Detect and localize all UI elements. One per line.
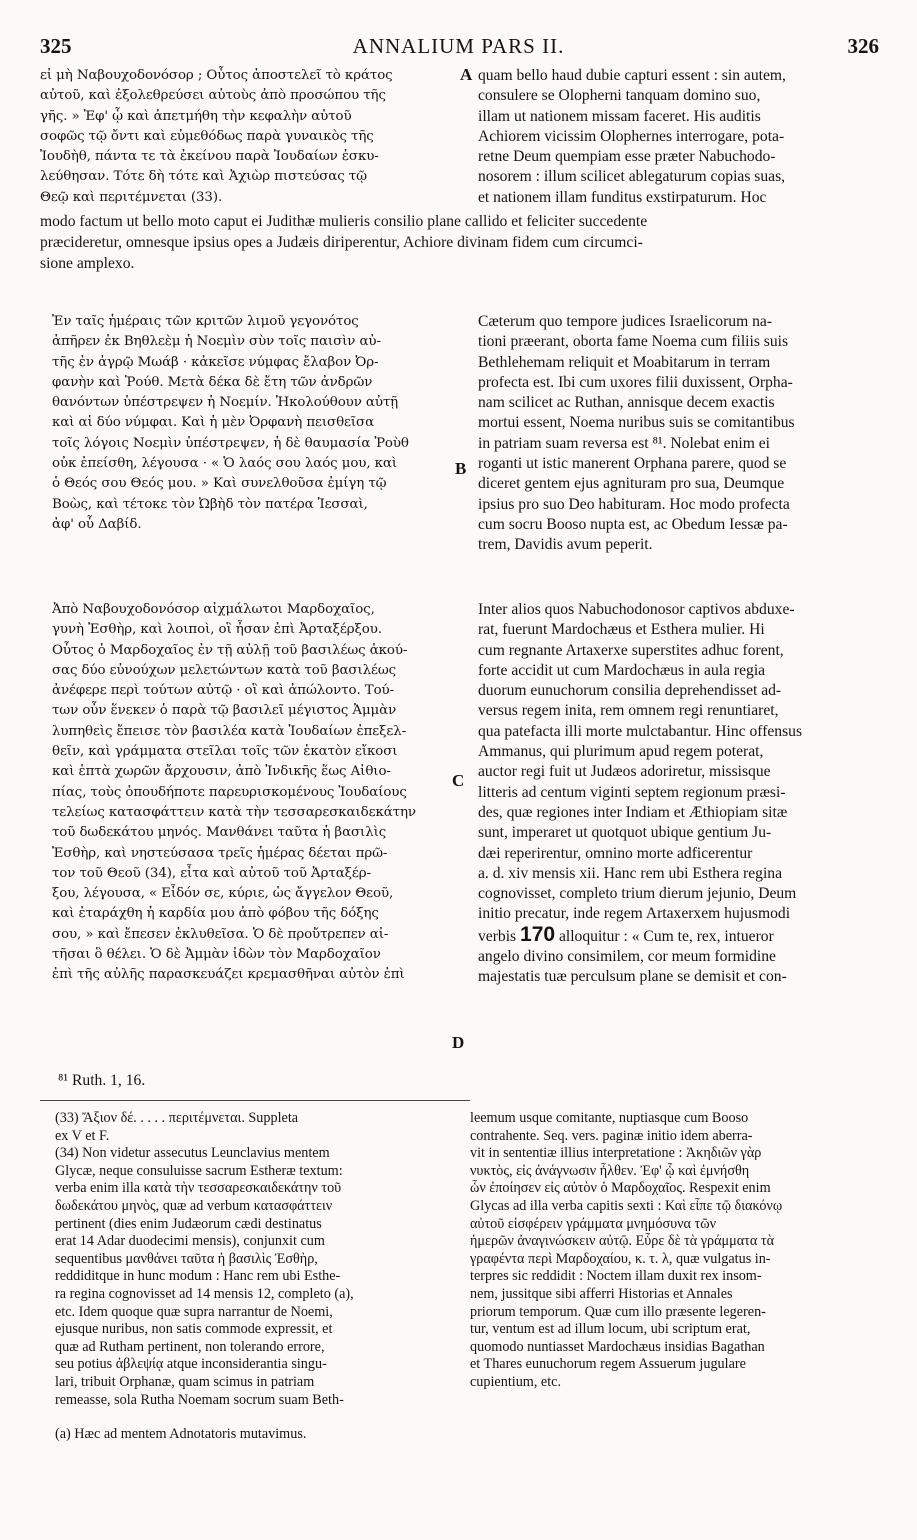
note-line: etc. Idem quoque quæ supra narrantur de Noemi, <box>55 1303 333 1320</box>
text-line: auctor regi fuit ut Judæos adoriretur, missisque <box>478 763 771 781</box>
text-line: mortui essent, Noema nuribus suis se comitantibus <box>478 414 795 432</box>
text-line: λεύθησαν. Τότε δὴ τότε καὶ Ἀχιὼρ πιστεύσας τῷ <box>40 169 367 185</box>
note-line: (34) Non videtur assecutus Leunclavius mentem <box>55 1145 330 1162</box>
text-line: φανὴν καὶ Ῥούθ. Μετὰ δέκα δὲ ἔτη τῶν ἀνδρῶν <box>52 374 373 390</box>
note-line: pertinent (dies enim Judæorum cædi destinatus <box>55 1215 322 1232</box>
text-line: diceret gentem ejus agnituram pro sua, Deumque <box>478 475 785 493</box>
verbis-line <box>478 925 878 947</box>
note-line: terpres sic reddidit : Noctem illam duxit rex insom- <box>470 1268 762 1285</box>
note-line: γραφέντα περὶ Μαρδοχαίου, κ. τ. λ, quæ vulgatus in- <box>470 1250 771 1267</box>
text-line: cognovisset, completo trium dierum jejunio, Deum <box>478 885 797 903</box>
text-line: ξου, λέγουσα, « Εἶδόν σε, κύριε, ὡς ἄγγελον Θεοῦ, <box>52 886 394 902</box>
text-line: sione amplexo. <box>40 255 135 272</box>
note-line: seu potius ἀβλεψίᾳ atque inconsiderantia singu- <box>55 1356 327 1373</box>
note-line: reddiditque in hunc modum : Hanc rem ubi Esthe- <box>55 1268 341 1285</box>
text-line: πίας, τοὺς ὁπουδήποτε παρευρισκομένους Ἰουδαίους <box>52 784 407 800</box>
text-line: Ἐν ταῖς ἡμέραις τῶν κριτῶν λιμοῦ γεγονότος <box>52 314 359 329</box>
verbis-before: verbis <box>478 927 521 945</box>
text-line: versus regem inita, rem omnem regi renuntiaret, <box>478 702 779 720</box>
text-line: τελείως κατασφάττειν κατὰ τὴν τεσσαρεσκαιδεκάτην <box>52 804 416 820</box>
note-line: ejusque nuribus, non satis commode expressit, et <box>55 1321 333 1338</box>
note-line: et Thares eunuchorum regem Assuerum jugulare <box>470 1356 746 1373</box>
text-line: Οὗτος ὁ Μαρδοχαῖος ἐν τῇ αὐλῇ τοῦ βασιλέως ἀκού- <box>52 642 408 658</box>
text-line: Ἀπὸ Ναβουχοδονόσορ αἰχμάλωτοι Μαρδοχαῖος, <box>52 602 375 617</box>
text-line: Ἰουδὴθ, πάντα τε τὰ ἐκείνου παρὰ Ἰουδαίων ἐσκυ- <box>40 149 379 165</box>
page-number-right: 326 <box>847 34 879 58</box>
scripture-footnote <box>58 1071 358 1091</box>
footnote-divider <box>40 1100 470 1101</box>
note-line: ἡμερῶν ἀναγινώσκειν αὐτῷ. Εὗρε δὲ τὰ γράμματα τὰ <box>470 1233 774 1250</box>
running-title: ANNALIUM PARS II. <box>352 34 565 58</box>
text-line: sunt, imperaret ut quotquot ubique gentium Ju- <box>478 824 772 842</box>
verbis-after: alloquitur : « Cum te, rex, intueror <box>555 927 774 945</box>
text-line: οὐκ ἐπείσθη, λέγουσα · « Ὁ λαός σου λαός μου, καὶ <box>52 456 398 472</box>
note-line: ex V et F. <box>55 1127 110 1144</box>
note-line: contrahente. Seq. vers. paginæ initio idem aberra- <box>470 1127 753 1144</box>
text-line: Achiorem vicissim Olophernes interrogare, pota- <box>478 127 785 145</box>
notes-right-column <box>470 1110 878 1392</box>
text-line: et nationem illam funditus exstirpaturum. Hoc <box>478 188 767 206</box>
top-greek-column <box>40 66 460 208</box>
text-line: Bethlehemam reliquit et Moabitarum in terram <box>478 353 771 371</box>
note-line: (33) Ἄξιον δέ. . . . . περιτέμνεται. Suppleta <box>55 1110 299 1126</box>
text-line: quam bello haud dubie capturi essent : sin autem, <box>478 67 786 84</box>
note-line: δωδεκάτου μηνὸς, quæ ad verbum κατασφάττειν <box>55 1197 333 1214</box>
note-line: ra regina cognovisset ad 14 mensis 12, completo (a), <box>55 1285 354 1302</box>
note-line: priorum temporum. Quæ cum illo præsente legeren- <box>470 1303 766 1320</box>
note-line: sequentibus μανθάνει ταῦτα ἡ βασιλὶς Ἐσθὴρ, <box>55 1250 318 1267</box>
text-line: majestatis tuæ perculsum plane se demisit et con- <box>478 968 787 986</box>
esther-latin-column <box>478 600 878 988</box>
top-latin-column <box>478 66 878 208</box>
note-line: cupientium, etc. <box>470 1373 562 1390</box>
margin-marker-d: D <box>452 1033 465 1052</box>
text-line: ἀνέφερε περὶ τούτων αὐτῷ · οἳ καὶ ἀπώλοντο. Τού- <box>52 683 395 699</box>
text-line: forte accidit ut cum Mardochæus in aula regia <box>478 661 766 679</box>
note-line: verba enim illa κατὰ τὴν τεσσαρεσκαιδεκάτην τοῦ <box>55 1180 342 1197</box>
text-line: των οὖν ἕνεκεν ὁ παρὰ τῷ βασιλεῖ μέγιστος Ἀμμὰν <box>52 703 397 719</box>
footnote-ref: ⁸¹ Ruth. 1, 16. <box>58 1072 146 1089</box>
note-line: νυκτὸς, εἰς ἀνάγνωσιν ἦλθεν. Ἐφ' ᾧ καὶ ἐμνήσθη <box>470 1162 750 1179</box>
text-line: præcideretur, omnesque ipsius opes a Judæis diriperentur, Achiore divinam fidem cum circumci- <box>40 234 643 251</box>
text-line: retne Deum quempiam esse præter Nabuchodo- <box>478 148 776 166</box>
ruth-greek-column <box>52 312 462 535</box>
text-line: cum socru Booso nupta est, ac Obedum Iessæ pa- <box>478 515 788 533</box>
text-line: εἰ μὴ Ναβουχοδονόσορ ; Οὗτος ἀποστελεῖ τὸ κράτος <box>40 68 393 83</box>
text-line: τῆσαι ὃ θέλει. Ὁ δὲ Ἀμμὰν ἰδὼν τὸν Μαρδοχαῖον <box>52 947 381 963</box>
text-line: τον τοῦ Θεοῦ (34), εἶτα καὶ αὐτοῦ τοῦ Ἀρταξέρ- <box>52 865 371 881</box>
column-number: 170 <box>520 924 556 946</box>
text-line: γυνὴ Ἐσθὴρ, καὶ λοιποὶ, οἳ ἦσαν ἐπὶ Ἀρταξέρξου. <box>52 622 382 638</box>
note-line: αὐτοῦ εἰσφέρειν γράμματα μνημόσυνα τῶν <box>470 1215 716 1232</box>
text-line: σου, » καὶ ἔπεσεν ἐκλυθεῖσα. Ὁ δὲ προὔτρεπεν αἰ- <box>52 926 389 942</box>
text-line: σοφῶς τῷ ὄντι καὶ εὐμεθόδως παρὰ γυναικὸς τῆς <box>40 128 374 144</box>
note-line: Glycæ, neque consuluisse sacrum Estheræ textum: <box>55 1162 343 1179</box>
text-line: λυπηθεὶς ἔπεισε τὸν βασιλέα κατὰ Ἰουδαίων ἐπεξελ- <box>52 723 407 739</box>
text-line: ὁ Θεός σου Θεός μου. » Καὶ συνελθοῦσα ἐμίγη τῷ <box>52 476 387 492</box>
wide-paragraph <box>40 211 880 274</box>
text-line: modo factum ut bello moto caput ei Judithæ mulieris consilio plane callido et feliciter succedente <box>40 213 648 230</box>
text-line: θανόντων ὑπέστρεψεν ἡ Νοεμίν. Ἠκολούθουν αὐτῇ <box>52 395 399 411</box>
text-line: a. d. xiv mensis xii. Hanc rem ubi Esthera regina <box>478 864 782 882</box>
note-line: ὧν ἐποίησεν εἰς αὐτὸν ὁ Μαρδοχαῖος. Respexit enim <box>470 1180 771 1197</box>
text-line: trem, Davidis avum peperit. <box>478 536 653 554</box>
text-line: τοῖς λόγοις Νοεμὶν ὑπέστρεψεν, ἡ δὲ θαυμασία Ῥοὺθ <box>52 435 409 451</box>
text-line: nam scilicet ac Ruthan, annisque decem exactis <box>478 394 775 412</box>
text-line: illam ut nationem missam faceret. His auditis <box>478 107 761 125</box>
text-line: σας δύο εὐνούχων μελετώντων κατὰ τοῦ βασιλέως <box>52 662 397 678</box>
text-line: des, quæ regiones inter Indiam et Æthiopiam sitæ <box>478 803 788 821</box>
text-line: Ammanus, qui plurimum apud regem poterat, <box>478 743 764 761</box>
text-line: qua patefacta illi morte mulctabantur. Hinc offensus <box>478 722 803 740</box>
text-line: consulere se Olopherni tanquam domino suo, <box>478 87 761 105</box>
text-line: nosorem : illum scilicet ablegaturum copias suas, <box>478 168 786 186</box>
text-line: Cæterum quo tempore judices Israelicorum na- <box>478 313 773 330</box>
text-line: tioni præerant, oborta fame Noema cum filiis suis <box>478 333 789 351</box>
text-line: αὐτοῦ, καὶ ἐξολεθρεύσει αὐτοὺς ἀπὸ προσώπου τῆς <box>40 88 386 104</box>
text-line: angelo divino consimilem, cor meum formidine <box>478 948 776 966</box>
note-line: tur, ventum est ad illum locum, ubi scriptum erat, <box>470 1321 751 1338</box>
notes-left-column <box>55 1110 453 1409</box>
note-line: quomodo nuntiasset Mardochæus insidias Bagathan <box>470 1338 765 1355</box>
note-line: (a) Hæc ad mentem Adnotatoris mutavimus. <box>55 1426 307 1442</box>
note-line: erat 14 Adar duodecimi mensis), conjunxit cum <box>55 1233 325 1250</box>
text-line: ἀπῆρεν ἐκ Βηθλεὲμ ἡ Νοεμὶν σὺν τοῖς παισὶν αὐ- <box>52 334 381 350</box>
text-line: cum regnante Artaxerxe superstites adhuc forent, <box>478 641 784 659</box>
note-line: Glycas ad illa verba capitis sexti : Καὶ εἶπε τῷ διακόνῳ <box>470 1197 783 1214</box>
text-line: τοῦ δωδεκάτου μηνός. Μανθάνει ταῦτα ἡ βασιλὶς <box>52 825 387 841</box>
text-line: Βοὼς, καὶ τέτοκε τὸν Ὠβὴδ τὸν πατέρα Ἰεσσαὶ, <box>52 496 368 512</box>
text-line: καὶ αἱ δύο νύμφαι. Καὶ ἡ μὲν Ὀρφανὴ πεισθεῖσα <box>52 415 375 431</box>
text-line: ipsius pro suo Deo habituram. Hoc modo profecta <box>478 495 790 513</box>
text-line: Inter alios quos Nabuchodonosor captivos abduxe- <box>478 601 795 618</box>
text-line: dæi reperirentur, omnino morte adficerentur <box>478 844 753 862</box>
page-number-left: 325 <box>40 34 72 58</box>
text-line: θεῖν, καὶ γράμματα στεῖλαι τοῖς τῶν ἑκατὸν εἴκοσι <box>52 744 398 760</box>
text-line: initio precatur, inde regem Artaxerxem hujusmodi <box>478 905 791 923</box>
text-line: Ἐσθὴρ, καὶ νηστεύσασα τρεῖς ἡμέρας δέεται πρῶ- <box>52 845 388 861</box>
margin-marker-c: C <box>452 771 465 790</box>
text-line: ἀφ' οὗ Δαβίδ. <box>52 516 142 532</box>
esther-greek-column <box>52 600 465 986</box>
running-header <box>0 34 917 62</box>
text-line: καὶ ἑπτὰ χωρῶν ἄρχουσιν, ἀπὸ Ἰνδικῆς ἕως Αἰθιο- <box>52 764 391 780</box>
margin-marker-b: B <box>455 459 467 478</box>
text-line: litteris ad centum viginti septem regionum præsi- <box>478 783 786 801</box>
note-line: lari, tribuit Orphanæ, quam scimus in patriam <box>55 1373 315 1390</box>
note-line: leemum usque comitante, nuptiasque cum Booso <box>470 1110 749 1126</box>
note-line: remeasse, sola Rutha Noemam socrum suam Beth- <box>55 1391 344 1408</box>
text-line: γῆς. » Ἐφ' ᾧ καὶ ἀπετμήθη τὴν κεφαλὴν αὐτοῦ <box>40 108 352 124</box>
text-line: ἐπὶ τῆς αὐλῆς παρασκευάζει κρεμασθῆναι αὐτὸν ἐπὶ <box>52 967 405 983</box>
text-line: profecta est. Ibi cum uxores filii duxissent, Orpha- <box>478 373 793 391</box>
note-line: quæ ad Rutham pertinent, non tolerando errore, <box>55 1338 325 1355</box>
text-line: roganti ut istic manerent Orphana parere, quod se <box>478 455 787 473</box>
text-line: in patriam suam reversa est ⁸¹. Nolebat enim ei <box>478 434 771 452</box>
margin-marker-a: A <box>460 65 473 84</box>
text-line: rat, fuerunt Mardochæus et Esthera mulier. Hi <box>478 621 765 639</box>
note-line: nem, jussitque sibi afferri Historias et Annales <box>470 1285 733 1302</box>
text-line: τῆς ἐν ἀγρῷ Μωάβ · κἀκεῖσε νύμφας ἔλαβον Ὀρ- <box>52 354 379 370</box>
ruth-latin-column <box>478 312 878 556</box>
note-a <box>55 1426 555 1444</box>
text-line: Θεῷ καὶ περιτέμνεται (33). <box>40 189 223 205</box>
note-line: vit in sententiæ illius interpretatione : Ἀκηδιῶν γὰρ <box>470 1145 762 1162</box>
text-line: καὶ ἐταράχθη ἡ καρδία μου ἀπὸ φόβου τῆς δόξης <box>52 906 379 922</box>
text-line: duorum eunuchorum consilia deprehendisset ad- <box>478 682 782 700</box>
